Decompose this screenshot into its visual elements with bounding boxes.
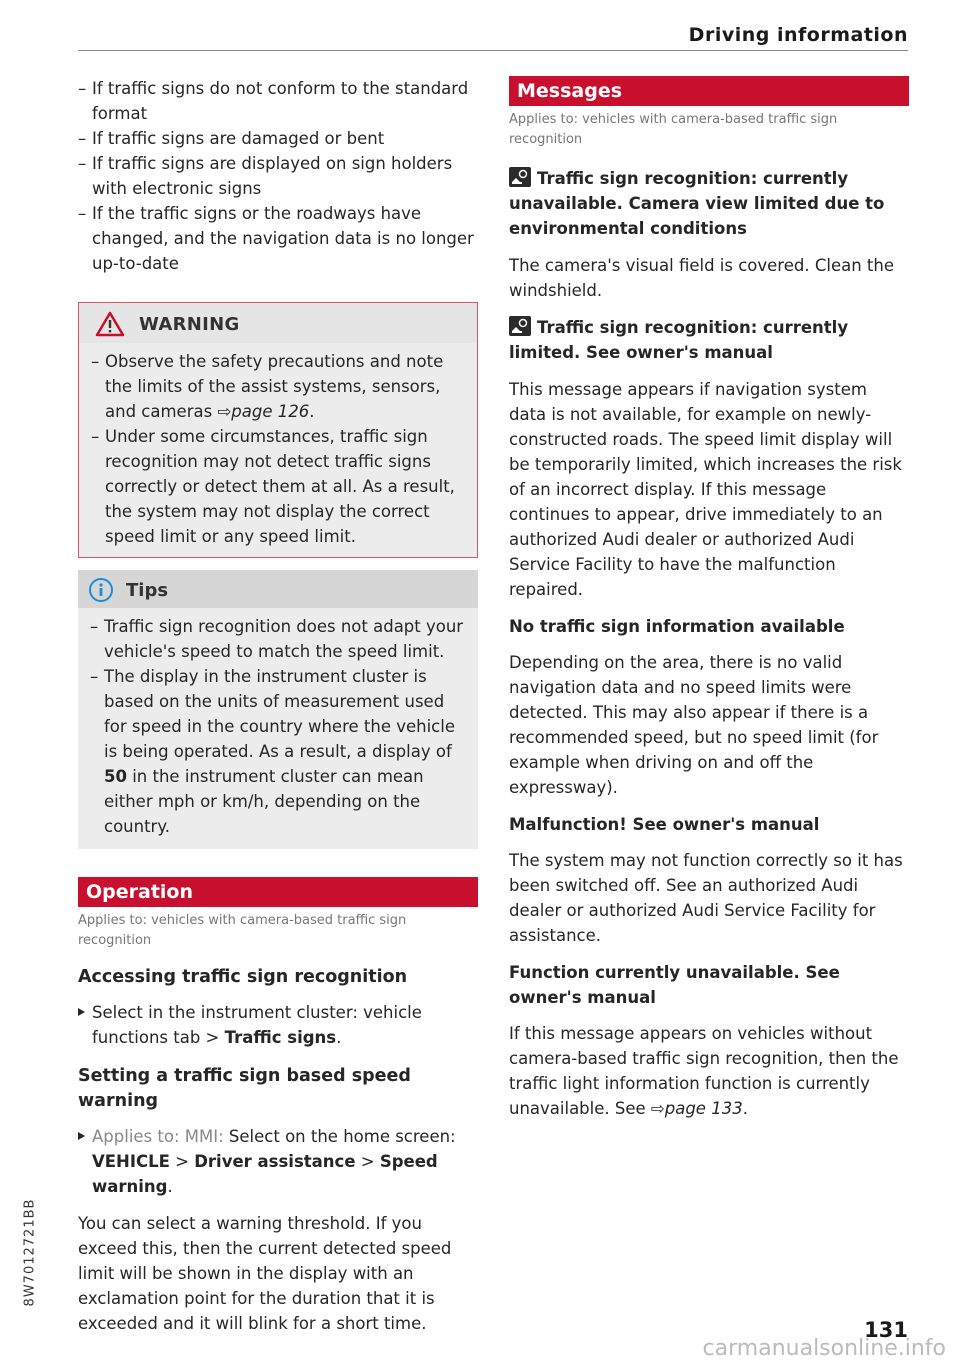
message-heading-function-unavailable: Function currently unavailable. See owner's manual <box>509 963 840 1007</box>
operation-section <box>78 877 478 1336</box>
list-item: – Observe the safety precautions and note the limits of the assist systems, sensors, and cameras ⇨page 126. <box>91 349 463 424</box>
page-ref-arrow-icon: ⇨ <box>650 1099 665 1118</box>
message-heading-malfunction: Malfunction! See owner's manual <box>509 815 820 834</box>
list-item: – Traffic sign recognition does not adapt your vehicle's speed to match the speed limit. <box>90 614 464 664</box>
warning-triangle-icon <box>95 311 125 337</box>
running-header: Driving information <box>688 24 908 46</box>
warning-label: WARNING <box>139 313 240 335</box>
section-title-messages: Messages <box>509 76 909 106</box>
conditions-list <box>78 76 478 276</box>
document-code: 8W7012721BB <box>22 1198 38 1307</box>
list-item: – If traffic signs are damaged or bent <box>78 126 478 151</box>
step-setting: Applies to: MMI: Select on the home screen: VEHICLE > Driver assistance > Speed warning. <box>78 1124 478 1199</box>
warning-header <box>79 303 477 343</box>
message-body: This message appears if navigation system data is not available, for example on newly-constructed roads. The speed limit display will be temporarily limited, which increases the risk of an incorrect display. If this message continues to appear, drive immediately to an authorized Audi dealer or authorized Audi Service Facility to have the malfunction repaired. <box>509 380 902 599</box>
message-heading-limited: Traffic sign recognition: currently limited. See owner's manual <box>509 318 849 362</box>
page-number: 131 <box>864 1318 908 1342</box>
applies-to-note: Applies to: vehicles with camera-based traffic sign recognition <box>509 112 838 147</box>
tips-box <box>78 570 478 849</box>
applies-to-note: Applies to: vehicles with camera-based traffic sign recognition <box>78 913 407 948</box>
left-column <box>78 76 478 1336</box>
header-divider <box>78 50 908 51</box>
message-heading-no-info: No traffic sign information available <box>509 617 845 636</box>
tips-body <box>78 608 478 849</box>
page-ref-arrow-icon: ⇨ <box>217 402 232 421</box>
warning-body <box>79 343 477 557</box>
message-heading-unavailable: Traffic sign recognition: currently unavailable. Camera view limited due to environmental conditions <box>509 169 885 238</box>
page-ref-link[interactable]: page 126 <box>231 402 310 421</box>
traffic-sign-camera-icon <box>509 167 531 187</box>
heading-accessing: Accessing traffic sign recognition <box>78 967 408 987</box>
watermark: carmanualsonline.info <box>702 1336 946 1361</box>
section-title-operation: Operation <box>78 877 478 907</box>
info-circle-icon <box>88 577 114 603</box>
list-item: – If traffic signs do not conform to the standard format <box>78 76 478 126</box>
paragraph-warning-threshold: You can select a warning threshold. If you exceed this, then the current detected speed limit will be shown in the display with an exclamation point for the duration that it is exceeded and it will blink for a short time. <box>78 1214 452 1333</box>
list-item: – The display in the instrument cluster is based on the units of measurement used for speed in the country where the vehicle is being operated. As a result, a display of 50 in the instrument cluster can mean either mph or km/h, depending on the country. <box>90 664 464 839</box>
heading-setting: Setting a traffic sign based speed warning <box>78 1066 411 1111</box>
tips-label: Tips <box>126 579 169 601</box>
message-body: If this message appears on vehicles without camera-based traffic sign recognition, then the traffic light information function is currently unavailable. See ⇨page 133. <box>509 1024 899 1118</box>
right-column <box>509 76 909 1121</box>
traffic-sign-camera-icon <box>509 316 531 336</box>
tips-header <box>78 570 478 608</box>
warning-box <box>78 302 478 558</box>
list-item: – If traffic signs are displayed on sign holders with electronic signs <box>78 151 478 201</box>
list-item: – Under some circumstances, traffic sign recognition may not detect traffic signs correctly or detect them at all. As a result, the system may not display the correct speed limit or any speed limit. <box>91 424 463 549</box>
step-accessing: Select in the instrument cluster: vehicle functions tab > Traffic signs. <box>78 1000 478 1050</box>
list-item: – If the traffic signs or the roadways have changed, and the navigation data is no longer up-to-date <box>78 201 478 276</box>
page-ref-link[interactable]: page 133 <box>664 1099 743 1118</box>
message-body: The camera's visual field is covered. Clean the windshield. <box>509 256 894 300</box>
message-body: The system may not function correctly so it has been switched off. See an authorized Audi dealer or authorized Audi Service Facility for assistance. <box>509 851 903 945</box>
message-body: Depending on the area, there is no valid navigation data and no speed limits were detected. This may also appear if there is a recommended speed, but no speed limit (for example when driving on and off the expressway). <box>509 653 879 797</box>
